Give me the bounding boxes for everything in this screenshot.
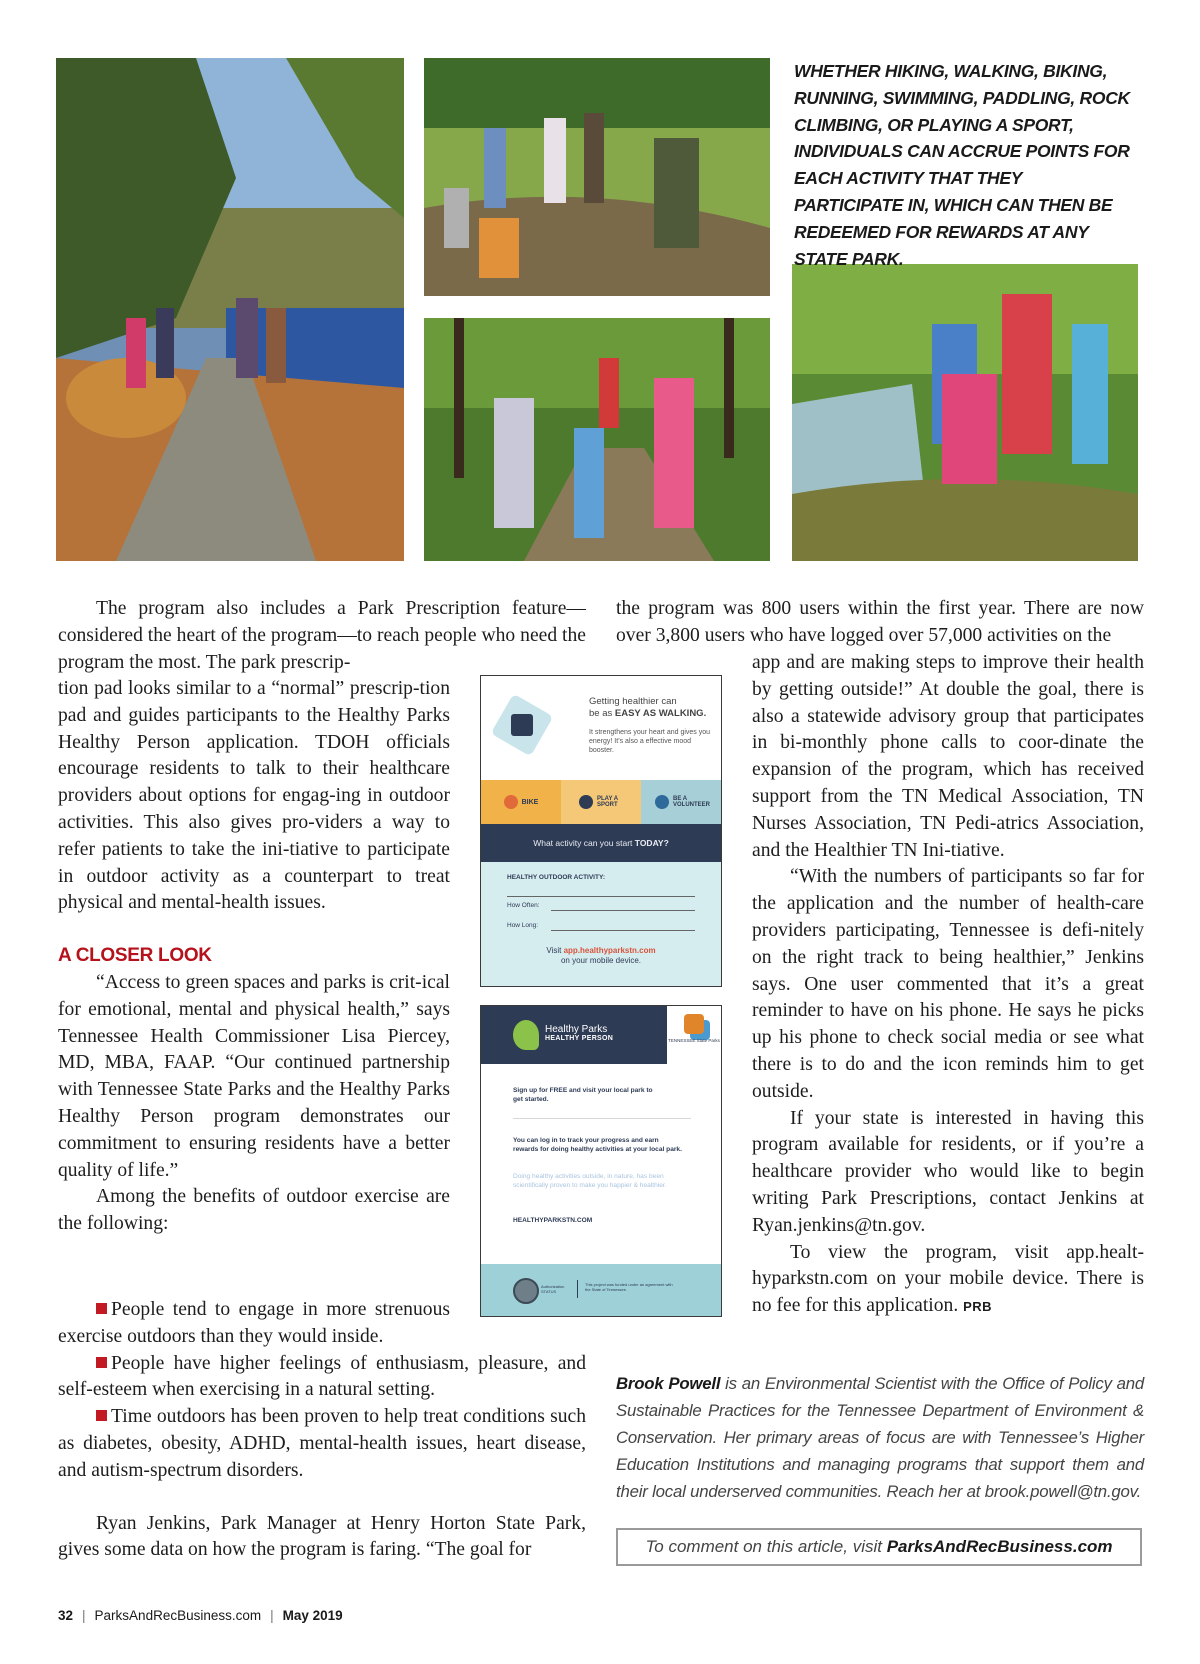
state-parks-logo: TENNESSEE State Parks <box>667 1006 721 1064</box>
activity-chips <box>481 780 721 824</box>
bullet-item: Time outdoors has been proven to help treat conditions such as diabetes, obesity, ADHD, mental-health issues, heart disease, and autism-spectrum disorders. <box>58 1406 586 1481</box>
bike-icon <box>504 795 518 809</box>
photo-caption: WHETHER HIKING, WALKING, BIKING, RUNNING, SWIMMING, PADDLING, ROCK CLIMBING, OR PLAYING A SPORT, INDIVIDUALS CAN ACCRUE POINTS FOR EACH ACTIVITY THAT THEY PARTICIPATE IN, WHICH CAN THEN BE REDEEMED FOR REWARDS AT ANY STATE PARK. <box>794 61 1130 269</box>
author-bio: Brook Powell is an Environmental Scientist with the Office of Policy and Sustainable Practices for the Tennessee Department of Environment & Conservation. Her primary areas of focus are with Tennessee’s Higher Education Institutions and managing programs that support them and their local underserved communities. Reach her at brook.powell@tn.gov. <box>616 1374 1145 1501</box>
page-number: 32 <box>58 1608 74 1623</box>
photo-teens-on-rocks <box>792 264 1138 561</box>
bullet-item: People tend to engage in more strenuous exercise outdoors than they would inside. <box>58 1299 450 1347</box>
card2-url: HEALTHYPARKSTN.COM <box>513 1217 593 1224</box>
tn-parks-emblem-icon <box>684 1014 704 1034</box>
chip-bike: BIKE <box>481 780 561 824</box>
column-left-narrow <box>58 676 450 1238</box>
footer-site: ParksAndRecBusiness.com <box>94 1608 262 1623</box>
card-headline: Getting healthier can <box>589 696 677 707</box>
column-left-bottom <box>58 1297 586 1564</box>
paragraph: “Access to green spaces and parks is crit-ical for emotional, mental and physical health,” says Tennessee Health Commissioner Lisa Piercey, MD, MBA, FAAP. “Our continued partnership with Tennessee State Parks and the Healthy Parks Healthy Person program demonstrates our commitment to ensuring residents have a better quality of life.” <box>58 971 450 1181</box>
paragraph: “With the numbers of participants so far for the application and the number of health-care providers participating, Tennessee is defi-nitely on the right track to being healthier,” Jenkins says. One user commented that it’s a great reminder to have on his phone. He says he picks up his phone to check social media or see what there is to do and the icon reminds him to get outside. <box>752 866 1144 1102</box>
issue-date: May 2019 <box>282 1608 343 1623</box>
paragraph: The program also includes a Park Prescription feature—considered the heart of the program—to reach people who need the program the most. The park prescrip- <box>58 598 586 673</box>
column-left-top <box>58 596 586 676</box>
card2-footer: Authorization STATUS This project was funded under an agreement with the State of Tennessee. <box>481 1264 721 1316</box>
leaf-logo-icon <box>513 1020 539 1050</box>
photo-lakeside-trail-walkers <box>56 58 404 561</box>
author-name: Brook Powell <box>616 1374 721 1393</box>
state-seal-icon <box>513 1278 539 1304</box>
chip-volunteer: BE A VOLUNTEER <box>641 780 721 824</box>
bullet-square-icon <box>96 1410 107 1421</box>
comment-box: To comment on this article, visit ParksAndRecBusiness.com <box>616 1528 1142 1566</box>
healthy-parks-card <box>480 1005 722 1317</box>
visit-line: Visit app.healthyparkstn.com on your mobile device. <box>546 946 656 965</box>
card2-header: Healthy Parks HEALTHY PERSON TENNESSEE State Parks <box>481 1006 721 1064</box>
paragraph: Ryan Jenkins, Park Manager at Henry Horton State Park, gives some data on how the program is faring. “The goal for <box>58 1512 586 1561</box>
question-bar: What activity can you start TODAY? <box>481 824 721 862</box>
bullet-square-icon <box>96 1303 107 1314</box>
paragraph: If your state is interested in having this program available for residents, or if you’re a healthcare provider who would like to begin writing Park Prescriptions, contact Jenkins at Ryan.jenkins@tn.gov. <box>752 1107 1144 1236</box>
hand-icon <box>655 795 669 809</box>
paragraph: To view the program, visit app.healt-hyparkstn.com on your mobile device. There is no fee for this application. PRB <box>752 1241 1144 1317</box>
end-mark: PRB <box>963 1299 993 1315</box>
form-area: HEALTHY OUTDOOR ACTIVITY: How Often: How Long: Visit app.healthyparkstn.com on your mobile device. <box>481 862 721 986</box>
comment-site-link[interactable]: ParksAndRecBusiness.com <box>886 1537 1113 1556</box>
card-subtext: It strengthens your heart and gives you energy! It’s also a effective mood booster. <box>589 729 711 754</box>
paragraph: app and are making steps to improve their health by getting outside!” At double the goal, there is also a statewide advisory group that participates in bi-monthly phone calls to coor-dinate the expansion of the program, which has received support from the TN Medical Association, TN Nurses Association, TN Pedi-atrics Association, and the Healthier TN Ini-tiative. <box>752 652 1144 861</box>
section-heading: A CLOSER LOOK <box>58 945 212 967</box>
chip-sport: PLAY A SPORT <box>561 780 641 824</box>
photo-ranger-with-children <box>424 58 770 296</box>
card2-body: Sign up for FREE and visit your local park to get started. You can log in to track your progress and earn rewards for doing healthy activities at your local park. Doing healthy activities outside, in nature, has been scientifically proven to make you happier & healthier. HEALTHYPARKSTN.COM <box>481 1064 721 1264</box>
column-right-narrow <box>752 650 1144 1321</box>
page-footer: 32 | ParksAndRecBusiness.com | May 2019 <box>58 1608 343 1623</box>
paragraph: Among the benefits of outdoor exercise are the following: <box>58 1186 450 1235</box>
photo-family-forest-hike <box>424 318 770 561</box>
paragraph: the program was 800 users within the first year. There are now over 3,800 users who have logged over 57,000 activities on the <box>616 598 1144 646</box>
column-right-top <box>616 596 1144 650</box>
ball-icon <box>579 795 593 809</box>
paragraph: tion pad looks similar to a “normal” prescrip-tion pad and guides participants to the Healthy Parks Healthy Person application. TDOH officials encourage residents to talk to their healthcare providers about options for engag-ing in outdoor activities. This also gives pro-viders a way to refer patients to take the ini-tiative to participate in outdoor activity as a counterpart to treat physical and mental-health issues. <box>58 678 450 914</box>
bullet-item: People have higher feelings of enthusiasm, pleasure, and self-esteem when exercising in a natural setting. <box>58 1352 586 1401</box>
prescription-pad-card <box>480 675 722 987</box>
bullet-square-icon <box>96 1357 107 1368</box>
card-header: Getting healthier can be as EASY AS WALKING. It strengthens your heart and gives you energy! It’s also a effective mood booster. <box>481 676 721 780</box>
